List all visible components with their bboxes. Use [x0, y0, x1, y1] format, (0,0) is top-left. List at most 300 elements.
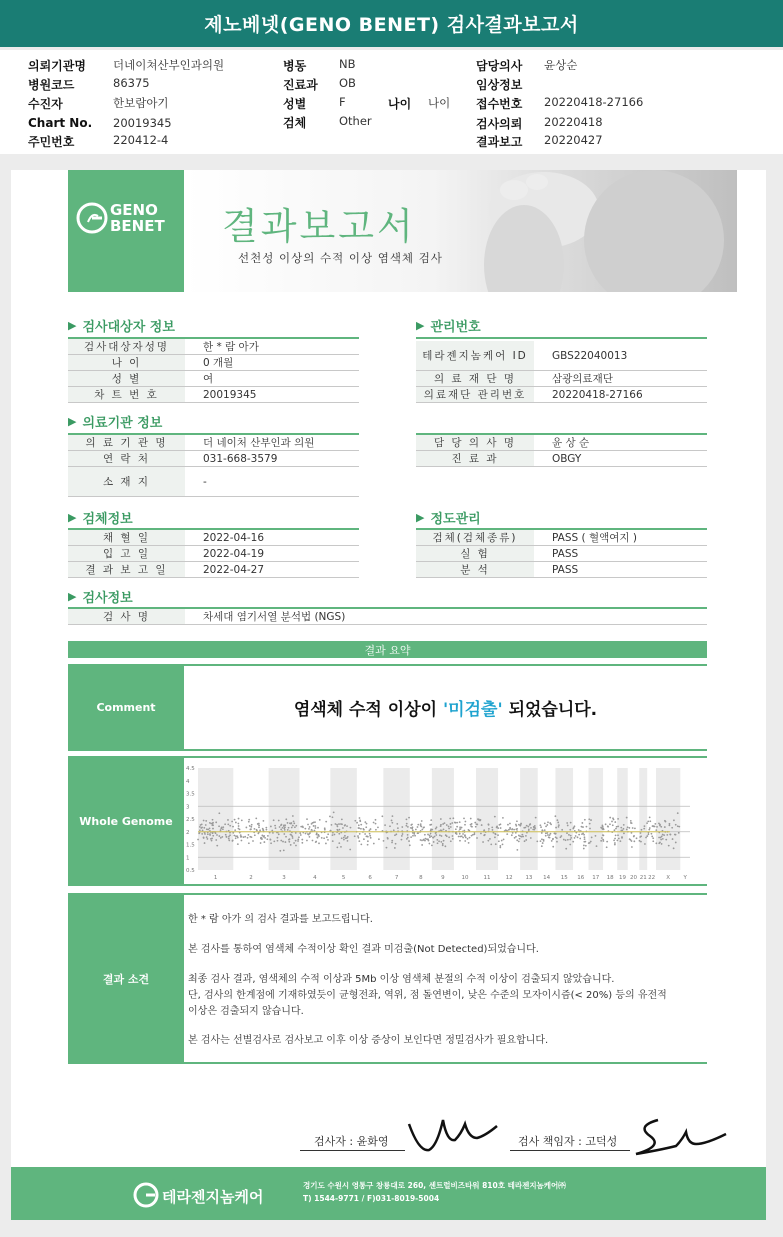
data-point: [556, 841, 558, 843]
data-point: [584, 819, 586, 821]
data-point: [292, 825, 294, 827]
data-point: [340, 823, 342, 825]
data-point: [357, 835, 359, 837]
table-row: [416, 435, 707, 451]
y-tick-label: 4.5: [186, 766, 195, 772]
data-point: [660, 837, 662, 839]
data-point: [359, 817, 361, 819]
data-point: [629, 838, 631, 840]
data-point: [350, 827, 352, 829]
data-point: [548, 836, 550, 838]
data-point: [317, 834, 319, 836]
data-point: [249, 829, 251, 831]
data-point: [227, 819, 229, 821]
data-point: [506, 833, 508, 835]
supervisor-signature: [628, 1112, 733, 1160]
data-point: [651, 833, 653, 835]
data-point: [370, 837, 372, 839]
data-point: [494, 836, 496, 838]
data-point: [420, 823, 422, 825]
data-point: [461, 835, 463, 837]
row-value: 20019345: [203, 388, 257, 401]
data-point: [397, 827, 399, 829]
report-label: 결과보고: [476, 135, 523, 149]
arrow-icon: ▶: [68, 415, 77, 428]
data-point: [546, 832, 548, 834]
data-point: [234, 819, 236, 821]
x-tick-label: X: [666, 875, 671, 881]
data-point: [396, 823, 398, 825]
logo-text-2: BENET: [110, 217, 165, 235]
data-point: [527, 826, 529, 828]
data-point: [498, 840, 500, 842]
data-point: [617, 818, 619, 820]
data-point: [502, 843, 504, 845]
data-point: [300, 826, 302, 828]
dept-value: OB: [339, 76, 356, 90]
data-point: [584, 838, 586, 840]
data-point: [280, 829, 282, 831]
data-point: [411, 824, 413, 826]
data-point: [440, 829, 442, 831]
data-point: [421, 820, 423, 822]
data-point: [279, 826, 281, 828]
data-point: [480, 833, 482, 835]
resident-label: 주민번호: [28, 135, 75, 149]
data-point: [247, 837, 249, 839]
data-point: [552, 846, 554, 848]
doctor-value: 윤상순: [544, 58, 578, 72]
data-point: [241, 840, 243, 842]
data-point: [401, 835, 403, 837]
data-point: [465, 821, 467, 823]
data-point: [631, 846, 633, 848]
data-point: [585, 845, 587, 847]
data-point: [258, 823, 260, 825]
data-point: [425, 838, 427, 840]
data-point: [435, 828, 437, 830]
data-point: [336, 846, 338, 848]
data-point: [509, 823, 511, 825]
data-point: [406, 818, 408, 820]
data-point: [326, 836, 328, 838]
data-point: [541, 845, 543, 847]
banner-subtitle: 선천성 이상의 수적 이상 염색체 검사: [238, 251, 443, 265]
data-point: [220, 829, 222, 831]
ward-value: NB: [339, 57, 356, 71]
data-point: [273, 819, 275, 821]
data-point: [327, 839, 329, 841]
data-point: [555, 827, 557, 829]
data-point: [341, 818, 343, 820]
data-point: [262, 828, 264, 830]
data-point: [266, 829, 268, 831]
data-point: [222, 826, 224, 828]
data-point: [333, 811, 335, 813]
data-point: [240, 834, 242, 836]
data-point: [430, 819, 432, 821]
data-point: [647, 833, 649, 835]
data-point: [235, 837, 237, 839]
data-point: [601, 837, 603, 839]
data-point: [415, 829, 417, 831]
data-point: [249, 825, 251, 827]
data-point: [267, 835, 269, 837]
finding-line: 이상은 검출되지 않습니다.: [188, 1006, 304, 1017]
data-point: [540, 826, 542, 828]
data-point: [336, 829, 338, 831]
clinical-label: 임상정보: [476, 78, 523, 92]
data-point: [460, 828, 462, 830]
data-point: [536, 840, 538, 842]
data-point: [467, 838, 469, 840]
data-point: [241, 819, 243, 821]
chart-value: 20019345: [113, 116, 172, 130]
data-point: [231, 821, 233, 823]
data-point: [662, 838, 664, 840]
data-point: [590, 819, 592, 821]
data-point: [202, 830, 204, 832]
x-tick-label: 10: [461, 875, 469, 881]
data-point: [237, 843, 239, 845]
data-point: [452, 835, 454, 837]
data-point: [277, 837, 279, 839]
data-point: [654, 826, 656, 828]
data-point: [336, 824, 338, 826]
data-point: [420, 826, 422, 828]
footer-address: 경기도 수원시 영통구 창룡대로 260, 센트럴비즈타워 810호 테라젠지놈케어㈜: [303, 1181, 566, 1190]
age-label: 나이: [388, 97, 412, 111]
data-point: [488, 828, 490, 830]
finding-line: 단, 검사의 한계점에 기재하였듯이 균형전좌, 역위, 점 돌연변이, 낮은 수준의 모자이시즘(< 20%) 등의 유전적: [188, 990, 667, 1001]
data-point: [432, 837, 434, 839]
data-point: [315, 827, 317, 829]
y-tick-label: 3.5: [186, 791, 195, 798]
data-point: [450, 823, 452, 825]
data-point: [568, 834, 570, 836]
x-tick-label: 12: [505, 875, 513, 881]
data-point: [212, 824, 214, 826]
data-point: [660, 826, 662, 828]
data-point: [438, 840, 440, 842]
data-point: [567, 825, 569, 827]
data-point: [343, 839, 345, 841]
data-point: [489, 838, 491, 840]
data-point: [606, 841, 608, 843]
row-value: 더 네이처 산부인과 의원: [203, 437, 315, 449]
data-point: [364, 833, 366, 835]
data-point: [630, 820, 632, 822]
x-tick-label: 13: [525, 875, 533, 881]
x-tick-label: 20: [630, 875, 638, 881]
x-tick-label: 21: [639, 875, 647, 881]
data-point: [515, 828, 517, 830]
data-point: [607, 825, 609, 827]
data-point: [318, 842, 320, 844]
data-point: [529, 823, 531, 825]
findings-label: 결과 소견: [68, 893, 184, 1064]
data-point: [206, 836, 208, 838]
data-point: [544, 829, 546, 831]
data-point: [293, 842, 295, 844]
x-tick-label: 7: [394, 875, 399, 881]
data-point: [678, 832, 680, 834]
data-point: [204, 833, 206, 835]
data-point: [558, 826, 560, 828]
data-point: [570, 837, 572, 839]
data-point: [294, 826, 296, 828]
data-point: [263, 820, 265, 822]
arrow-icon: ▶: [68, 319, 77, 332]
data-point: [321, 837, 323, 839]
data-point: [544, 822, 546, 824]
data-point: [614, 844, 616, 846]
signature-line: [300, 1150, 405, 1151]
data-point: [240, 836, 242, 838]
institution-label: 의뢰기관명: [28, 59, 86, 73]
hospital-code-value: 86375: [113, 76, 150, 90]
chromosome-band: [656, 768, 680, 870]
row-value: PASS ( 혈액여지 ): [552, 532, 637, 544]
data-point: [367, 844, 369, 846]
data-point: [589, 823, 591, 825]
data-point: [579, 838, 581, 840]
data-point: [570, 835, 572, 837]
data-point: [524, 840, 526, 842]
data-point: [623, 824, 625, 826]
row-label: 차 트 번 호: [68, 387, 185, 402]
data-point: [263, 841, 265, 843]
data-point: [210, 823, 212, 825]
data-point: [295, 832, 297, 834]
data-point: [412, 826, 414, 828]
row-value: 한 * 람 아가: [203, 341, 259, 353]
data-point: [248, 842, 250, 844]
data-point: [567, 839, 569, 841]
row-label: 나 이: [68, 355, 185, 370]
data-point: [556, 837, 558, 839]
data-point: [545, 835, 547, 837]
data-point: [314, 830, 316, 832]
data-point: [633, 840, 635, 842]
row-value: 0 개월: [203, 357, 234, 369]
data-point: [639, 836, 641, 838]
data-point: [616, 826, 618, 828]
data-point: [613, 819, 615, 821]
data-point: [640, 832, 642, 834]
y-tick-label: 3: [186, 804, 190, 811]
data-point: [423, 839, 425, 841]
data-point: [293, 820, 295, 822]
data-point: [292, 815, 294, 817]
data-point: [346, 825, 348, 827]
data-point: [216, 834, 218, 836]
data-point: [377, 827, 379, 829]
x-tick-label: 22: [648, 875, 656, 881]
data-point: [494, 816, 496, 818]
data-point: [212, 822, 214, 824]
data-point: [551, 840, 553, 842]
data-point: [306, 840, 308, 842]
data-point: [516, 820, 518, 822]
data-point: [540, 840, 542, 842]
data-point: [621, 829, 623, 831]
data-point: [468, 842, 470, 844]
institution-value: 더네이쳐산부인과의원: [113, 58, 225, 72]
data-point: [248, 821, 250, 823]
data-point: [228, 836, 230, 838]
data-point: [203, 837, 205, 839]
row-label: 채 혈 일: [68, 530, 185, 545]
data-point: [446, 824, 448, 826]
comment-label: Comment: [68, 664, 184, 751]
row-label: 결 과 보 고 일: [68, 562, 185, 577]
data-point: [265, 827, 267, 829]
data-point: [652, 840, 654, 842]
data-point: [291, 827, 293, 829]
data-point: [476, 823, 478, 825]
row-value: PASS: [552, 547, 579, 560]
row-value: OBGY: [552, 452, 582, 465]
data-point: [275, 827, 277, 829]
data-point: [433, 841, 435, 843]
data-point: [375, 829, 377, 831]
data-point: [221, 836, 223, 838]
data-point: [664, 826, 666, 828]
data-point: [644, 825, 646, 827]
data-point: [203, 820, 205, 822]
data-point: [602, 834, 604, 836]
data-point: [288, 827, 290, 829]
data-point: [546, 824, 548, 826]
data-point: [290, 844, 292, 846]
data-point: [365, 826, 367, 828]
data-point: [251, 836, 253, 838]
data-point: [492, 829, 494, 831]
data-point: [358, 827, 360, 829]
data-point: [545, 832, 547, 834]
data-point: [338, 842, 340, 844]
data-point: [620, 827, 622, 829]
data-point: [375, 823, 377, 825]
row-label: 의 료 기 관 명: [68, 435, 185, 450]
y-tick-label: 1: [186, 855, 190, 862]
data-point: [332, 834, 334, 836]
data-point: [662, 834, 664, 836]
x-tick-label: 4: [313, 875, 317, 881]
data-point: [280, 840, 282, 842]
data-point: [357, 837, 359, 839]
x-tick-label: 8: [419, 875, 423, 881]
data-point: [519, 835, 521, 837]
data-point: [389, 825, 391, 827]
data-point: [215, 821, 217, 823]
data-point: [535, 817, 537, 819]
data-point: [332, 840, 334, 842]
data-point: [586, 826, 588, 828]
specimen-label: 검체: [283, 116, 307, 130]
data-point: [501, 840, 503, 842]
row-label: 분 석: [416, 562, 534, 577]
data-point: [450, 840, 452, 842]
data-point: [588, 818, 590, 820]
whole-genome-label: Whole Genome: [68, 756, 184, 886]
data-point: [284, 824, 286, 826]
data-point: [582, 826, 584, 828]
data-point: [408, 840, 410, 842]
data-point: [384, 824, 386, 826]
data-point: [584, 836, 586, 838]
data-point: [448, 826, 450, 828]
data-point: [596, 845, 598, 847]
data-point: [428, 843, 430, 845]
data-point: [673, 847, 675, 849]
row-label: 의 료 재 단 명: [416, 371, 534, 386]
data-point: [274, 825, 276, 827]
data-point: [405, 825, 407, 827]
data-point: [282, 841, 284, 843]
data-point: [387, 838, 389, 840]
data-point: [677, 825, 679, 827]
finding-line: 본 검사를 통하여 염색체 수적이상 확인 결과 미검출(Not Detected)되었습니다.: [188, 944, 539, 955]
data-point: [456, 822, 458, 824]
data-point: [245, 827, 247, 829]
row-value: 031-668-3579: [203, 452, 278, 465]
data-point: [441, 835, 443, 837]
data-point: [215, 839, 217, 841]
data-point: [570, 822, 572, 824]
data-point: [421, 844, 423, 846]
data-point: [218, 825, 220, 827]
data-point: [565, 848, 567, 850]
table-row: [416, 562, 707, 578]
data-point: [636, 837, 638, 839]
data-point: [329, 816, 331, 818]
data-point: [386, 847, 388, 849]
data-point: [301, 842, 303, 844]
data-point: [541, 829, 543, 831]
data-point: [671, 827, 673, 829]
data-point: [255, 817, 257, 819]
table-row: [416, 387, 707, 403]
table-row: [68, 355, 359, 371]
table-row: [68, 546, 359, 562]
data-point: [547, 821, 549, 823]
data-point: [499, 845, 501, 847]
data-point: [281, 824, 283, 826]
data-point: [283, 849, 285, 851]
data-point: [520, 824, 522, 826]
data-point: [206, 828, 208, 830]
data-point: [402, 833, 404, 835]
data-point: [583, 845, 585, 847]
data-point: [437, 842, 439, 844]
table-row: [416, 341, 707, 371]
data-point: [218, 812, 220, 814]
data-point: [451, 822, 453, 824]
data-point: [525, 839, 527, 841]
data-point: [205, 820, 207, 822]
data-point: [364, 821, 366, 823]
data-point: [269, 839, 271, 841]
data-point: [502, 817, 504, 819]
section-medical-title: ▶ 의료기관 정보: [68, 415, 163, 431]
data-point: [526, 825, 528, 827]
data-point: [563, 839, 565, 841]
data-point: [440, 818, 442, 820]
data-point: [615, 828, 617, 830]
data-point: [481, 824, 483, 826]
